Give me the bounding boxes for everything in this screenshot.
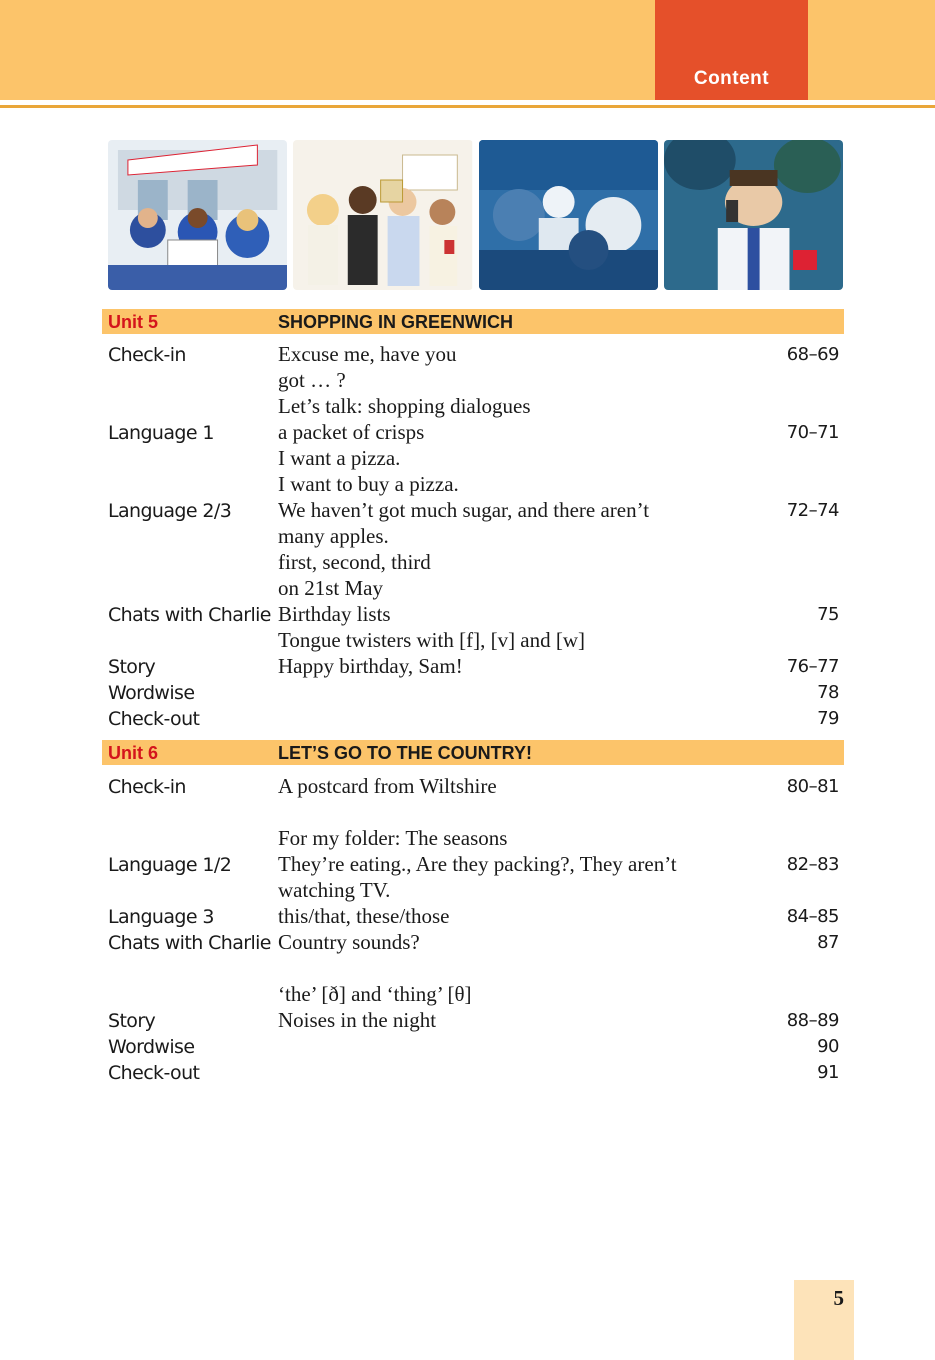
toc-description: We haven’t got much sugar, and there aren’t — [278, 498, 650, 522]
cafe-scene-illustration — [108, 140, 287, 290]
toc-description: I want a pizza. — [278, 446, 401, 470]
toc-section: Check-out — [108, 708, 200, 730]
toc-row[interactable] — [0, 420, 935, 446]
unit-header — [102, 740, 844, 765]
toc-description: Tongue twisters with [f], [v] and [w] — [278, 628, 586, 652]
toc-pages: 80–81 — [786, 776, 839, 797]
toc-row — [0, 628, 935, 654]
page-number: 5 — [833, 1286, 844, 1310]
toc-description: on 21st May — [278, 576, 383, 600]
toc-row — [0, 576, 935, 602]
toc-row[interactable] — [0, 654, 935, 680]
toc-row[interactable] — [0, 1060, 935, 1086]
unit-title: LET’S GO TO THE COUNTRY! — [278, 743, 533, 763]
toc-description: ‘the’ [ð] and ‘thing’ [θ] — [278, 982, 472, 1006]
toc-pages: 70–71 — [786, 422, 839, 443]
toc-pages: 75 — [817, 604, 839, 625]
toc-pages: 76–77 — [786, 656, 839, 677]
toc-row[interactable] — [0, 706, 935, 732]
unit-title: SHOPPING IN GREENWICH — [278, 312, 514, 332]
toc-description: Let’s talk: shopping dialogues — [278, 394, 531, 418]
toc-section: Check-out — [108, 1062, 200, 1084]
toc-pages: 84–85 — [786, 906, 839, 927]
section-tab[interactable]: Content — [655, 0, 808, 100]
toc-row[interactable] — [0, 904, 935, 930]
toc-pages: 78 — [817, 682, 839, 703]
toc-pages: 87 — [817, 932, 839, 953]
toc-row — [0, 472, 935, 498]
toc-description: a packet of crisps — [278, 420, 425, 444]
toc-section: Language 3 — [108, 906, 214, 928]
toc-description: They’re eating., Are they packing?, They aren’t — [278, 852, 677, 876]
toc-section: Check-in — [108, 776, 186, 798]
toc-description: For my folder: The seasons — [278, 826, 508, 850]
toc-section: Wordwise — [108, 682, 195, 704]
party-scene-illustration — [293, 140, 472, 290]
toc-description: this/that, these/those — [278, 904, 450, 928]
toc-description: Excuse me, have you — [278, 342, 457, 366]
toc-row[interactable] — [0, 342, 935, 368]
toc-pages: 68–69 — [786, 344, 839, 365]
toc-section: Language 1/2 — [108, 854, 232, 876]
header-rule — [0, 105, 935, 108]
toc-section: Wordwise — [108, 1036, 195, 1058]
toc-pages: 82–83 — [786, 854, 839, 875]
toc-section: Chats with Charlie — [108, 604, 271, 626]
unit-number: Unit 6 — [108, 743, 159, 763]
toc-section: Language 2/3 — [108, 500, 232, 522]
toc-pages: 72–74 — [786, 500, 839, 521]
toc-pages: 91 — [817, 1062, 839, 1083]
unit-header — [102, 309, 844, 334]
toc-row[interactable] — [0, 1034, 935, 1060]
night-scene-illustration — [479, 140, 658, 290]
toc-description: many apples. — [278, 524, 389, 548]
page-number-box — [794, 1280, 854, 1360]
toc-description: A postcard from Wiltshire — [278, 774, 497, 798]
toc-row — [0, 826, 935, 852]
toc-row[interactable] — [0, 852, 935, 878]
toc-row — [0, 878, 935, 904]
toc-section: Story — [108, 656, 156, 678]
toc-pages: 90 — [817, 1036, 839, 1057]
toc-row[interactable] — [0, 680, 935, 706]
toc-description: Country sounds? — [278, 930, 420, 954]
toc-description: Happy birthday, Sam! — [278, 654, 463, 678]
unit-number: Unit 5 — [108, 312, 159, 332]
toc-row[interactable] — [0, 1008, 935, 1034]
toc-row — [0, 550, 935, 576]
toc-description: I want to buy a pizza. — [278, 472, 459, 496]
toc-row[interactable] — [0, 930, 935, 956]
toc-section: Story — [108, 1010, 156, 1032]
toc-pages: 88–89 — [786, 1010, 839, 1031]
phone-call-illustration — [664, 140, 843, 290]
toc-description: first, second, third — [278, 550, 431, 574]
toc-section: Chats with Charlie — [108, 932, 271, 954]
toc-section: Language 1 — [108, 422, 214, 444]
toc-section: Check-in — [108, 344, 186, 366]
toc-row — [0, 982, 935, 1008]
toc-row — [0, 524, 935, 550]
toc-description: watching TV. — [278, 878, 391, 902]
toc-row — [0, 368, 935, 394]
toc-row — [0, 394, 935, 420]
toc-description: got … ? — [278, 368, 346, 392]
toc-description: Noises in the night — [278, 1008, 437, 1032]
illustration-strip — [108, 140, 843, 290]
toc-row[interactable] — [0, 498, 935, 524]
toc-row — [0, 446, 935, 472]
toc-description: Birthday lists — [278, 602, 391, 626]
toc-row[interactable] — [0, 602, 935, 628]
toc-row[interactable] — [0, 774, 935, 800]
toc-pages: 79 — [817, 708, 839, 729]
